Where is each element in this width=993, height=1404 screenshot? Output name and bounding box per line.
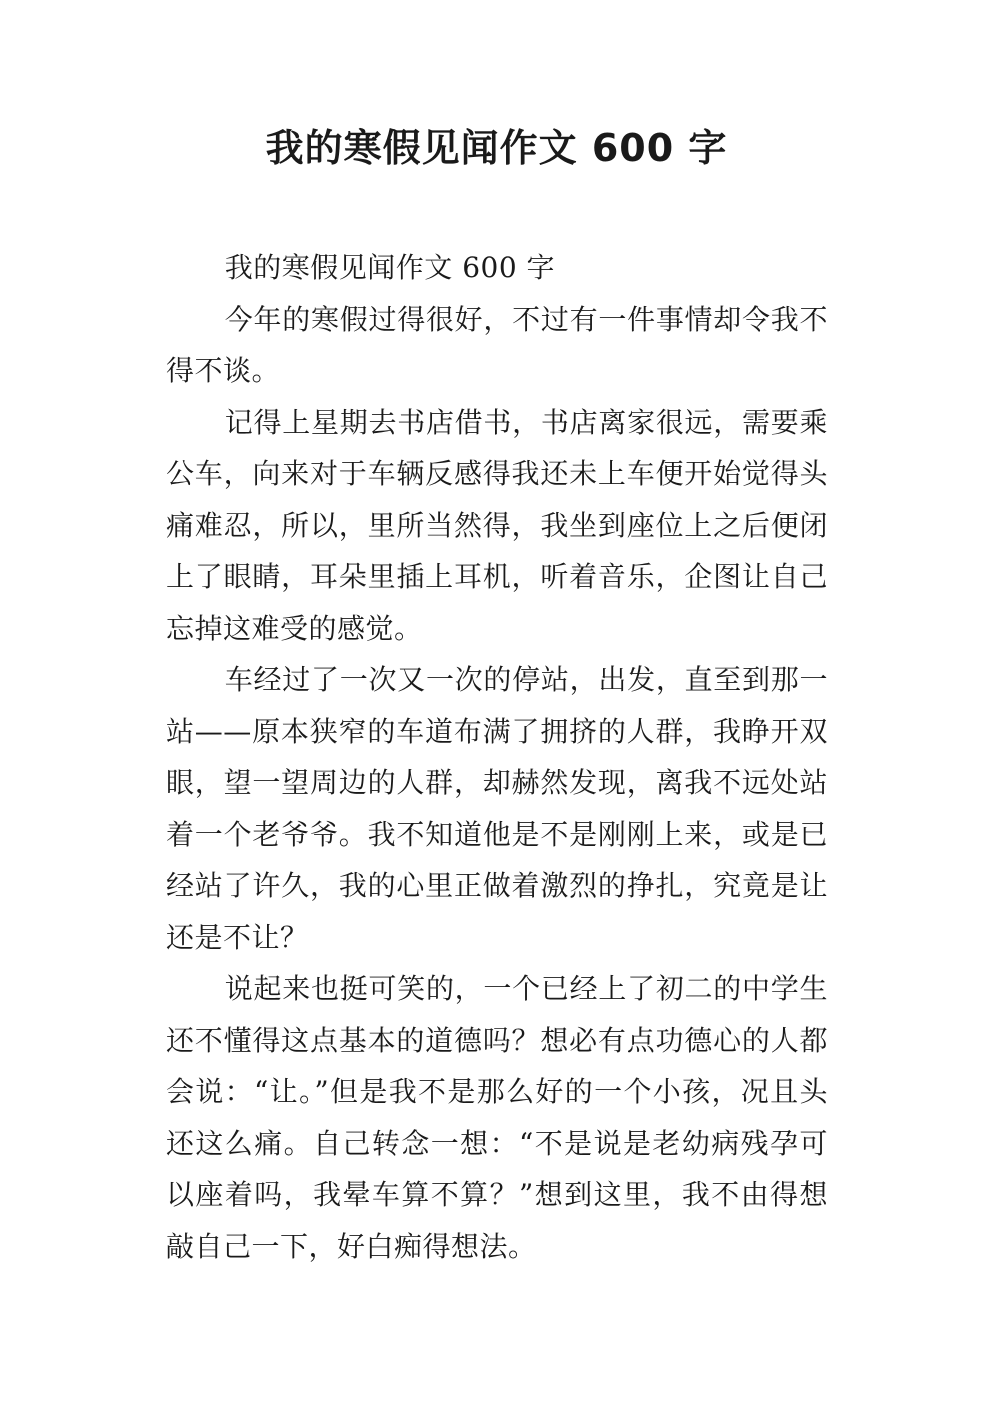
paragraph: 今年的寒假过得很好，不过有一件事情却令我不得不谈。: [166, 302, 828, 387]
paragraph: 车经过了一次又一次的停站，出发，直至到那一站——原本狭窄的车道布满了拥挤的人群，我睁开双眼，望一望周边的人群，却赫然发现，离我不远处站着一个老爷爷。我不知道他是不是刚刚上来，或是已经站了许久，我的心里正做着激烈的挣扎，究竟是让还是不让？: [166, 663, 828, 954]
document-title: 我的寒假见闻作文 600 字: [265, 126, 728, 170]
paragraph: 记得上星期去书店借书，书店离家很远，需要乘公车，向来对于车辆反感得我还未上车便开始觉得头痛难忍，所以，里所当然得，我坐到座位上之后便闭上了眼睛，耳朵里插上耳机，听着音乐，企图让自己忘掉这难受的感觉。: [166, 405, 828, 645]
paragraph-heading: 我的寒假见闻作文 600 字: [224, 251, 556, 284]
document-body: [166, 242, 828, 1272]
paragraph: 说起来也挺可笑的，一个已经上了初二的中学生还不懂得这点基本的道德吗？想必有点功德心的人都会说：“让。”但是我不是那么好的一个小孩，况且头还这么痛。自己转念一想：“不是说是老幼病残孕可以座着吗，我晕车算不算？”想到这里，我不由得想敲自己一下，好白痴得想法。: [166, 972, 828, 1263]
